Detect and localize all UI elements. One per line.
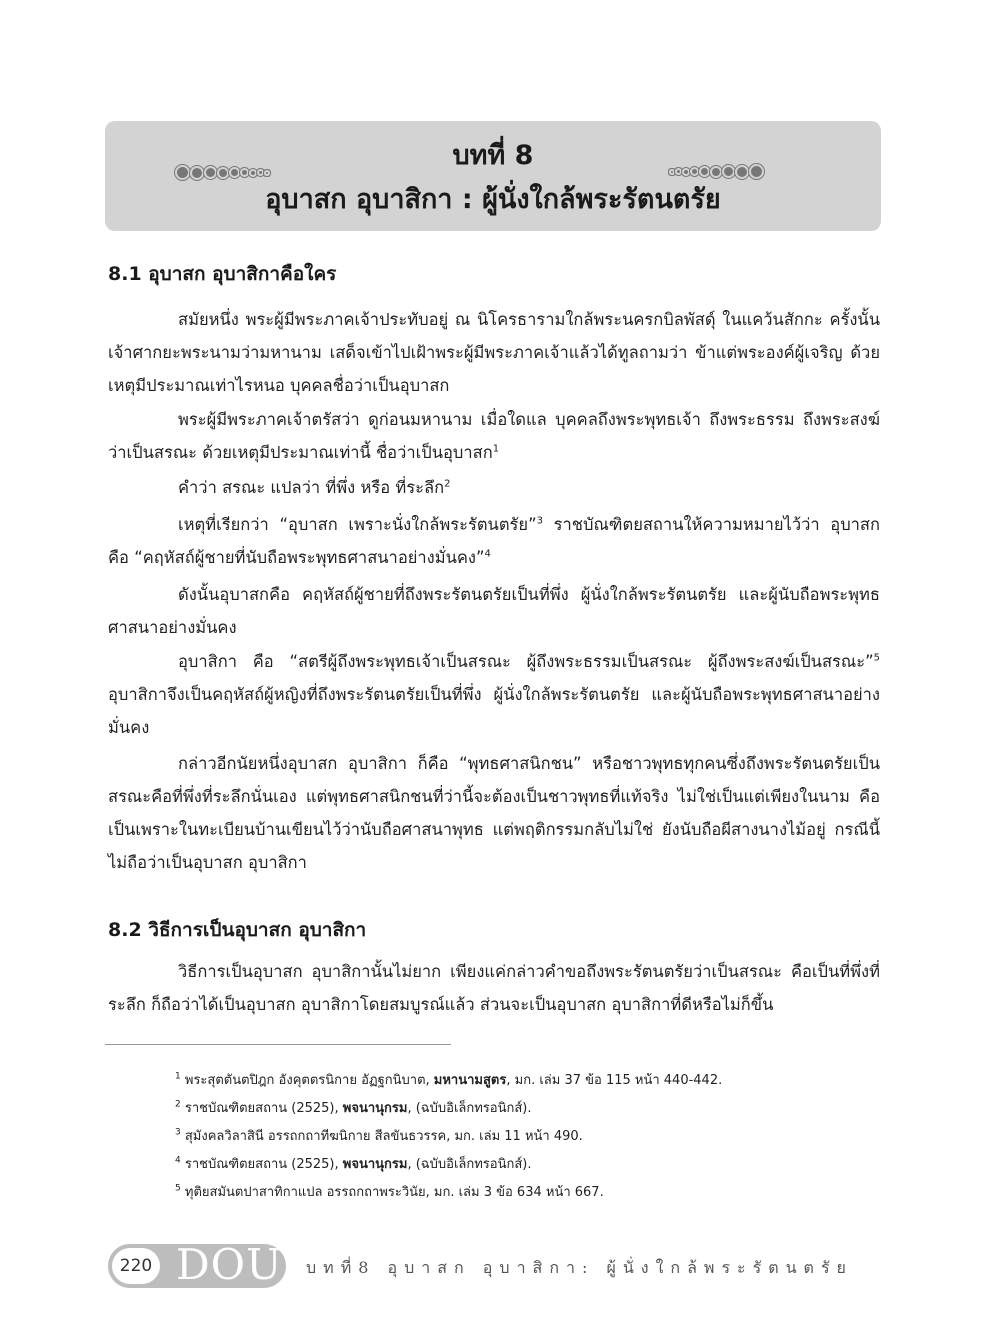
paragraph-text: ราชบัณฑิตยสถานให้ความหมายไว้ว่า อุบาสก คือ “คฤหัสถ์ผู้ชายที่นับถือพระพุทธศาสนาอย่างมั่นคง” (108, 515, 880, 567)
footnote-ref[interactable]: 1 (492, 443, 500, 455)
paragraph-2 (108, 403, 880, 469)
decorative-dots-left (177, 167, 268, 178)
footnote-ref[interactable]: 2 (444, 478, 451, 490)
paragraph-text: วิธีการเป็นอุบาสก อุบาสิกานั้นไม่ยาก เพียงแค่กล่าวคำขอถึงพระรัตนตรัยว่าเป็นสรณะ คือเป็นที่พึ่งที่ระลึก ก็ถือว่าได้เป็นอุบาสก อุบาสิกาโดยสมบูรณ์แล้ว ส่วนจะเป็นอุบาสก อุบาสิกาที่ดีหรือไม่ก็ขึ้น (108, 962, 880, 1014)
footnote-number: 1 (175, 1071, 181, 1082)
paragraph-1 (108, 303, 880, 402)
paragraph-6 (108, 645, 880, 744)
decorative-dots-right (671, 166, 762, 177)
footnote-text: , (ฉบับอิเล็กทรอนิกส์). (407, 1157, 532, 1172)
chapter-title: อุบาสก อุบาสิกา : ผู้นั่งใกล้พระรัตนตรัย (265, 184, 721, 215)
paragraph-text: พระผู้มีพระภาคเจ้าตรัสว่า ดูก่อนมหานาม เมื่อใดแล บุคคลถึงพระพุทธเจ้า ถึงพระธรรม ถึงพระสงฆ์ว่าเป็นสรณะ ด้วยเหตุมีประมาณเท่านี้ ชื่อว่าเป็นอุบาสก (108, 410, 880, 462)
paragraph-7 (108, 747, 880, 879)
footnote-text: ทุติยสมันตปาสาทิกาแปล อรรถกถาพระวินัย, มก. เล่ม 3 ข้อ 634 หน้า 667. (184, 1185, 604, 1200)
footnote-5 (175, 1181, 604, 1202)
section-heading-8-1: 8.1 อุบาสก อุบาสิกาคือใคร (108, 263, 337, 285)
paragraph-8 (108, 955, 880, 1021)
dot-icon (751, 166, 762, 177)
running-title: บทที่8 อุบาสก อุบาสิกา: ผู้นั่งใกล้พระรัตนตรัย (306, 1258, 853, 1277)
dot-icon (724, 167, 733, 176)
footnote-text: , มก. เล่ม 37 ข้อ 115 หน้า 440-442. (506, 1073, 723, 1088)
dot-icon (737, 167, 747, 177)
footnote-divider (105, 1044, 451, 1045)
paragraph-text: เหตุที่เรียกว่า “อุบาสก เพราะนั่งใกล้พระรัตนตรัย” (178, 515, 537, 534)
footnote-2 (175, 1097, 532, 1118)
paragraph-text: ดังนั้นอุบาสกคือ คฤหัสถ์ผู้ชายที่ถึงพระรัตนตรัยเป็นที่พึ่ง ผู้นั่งใกล้พระรัตนตรัย และผู้นับถือพระพุทธศาสนาอย่างมั่นคง (108, 585, 880, 637)
dot-icon (712, 168, 720, 176)
dot-icon (242, 170, 247, 175)
paragraph-5 (108, 578, 880, 644)
paragraph-text: อุบาสิกาจึงเป็นคฤหัสถ์ผู้หญิงที่ถึงพระรัตนตรัยเป็นที่พึ่ง ผู้นั่งใกล้พระรัตนตรัย และผู้นับถือพระพุทธศาสนาอย่างมั่นคง (108, 685, 880, 737)
paragraph-text: สมัยหนึ่ง พระผู้มีพระภาคเจ้าประทับอยู่ ณ นิโครธารามใกล้พระนครกบิลพัสดุ์ ในแคว้นสักกะ ครั้งนั้นเจ้าศากยะพระนามว่ามหานาม เสด็จเข้าไปเฝ้าพระผู้มีพระภาคเจ้าแล้วได้ทูลถามว่า ข้าแต่พระองค์ผู้เจริญ ด้วยเหตุมีประมาณเท่าไรหนอ บุคคลชื่อว่าเป็นอุบาสก (108, 310, 880, 395)
page-number: 220 (112, 1248, 160, 1284)
dot-icon (259, 171, 262, 174)
paragraph-3 (108, 471, 880, 504)
footnote-1 (175, 1069, 722, 1090)
dot-icon (701, 168, 708, 175)
paragraph-4 (108, 508, 880, 574)
dot-icon (231, 169, 238, 176)
dot-icon (684, 170, 688, 174)
footnote-text: ราชบัณฑิตยสถาน (2525), (184, 1157, 343, 1172)
dot-icon (692, 169, 697, 174)
dot-icon (192, 168, 202, 178)
footnote-number: 2 (175, 1099, 181, 1110)
dot-icon (206, 168, 215, 177)
dot-icon (677, 170, 680, 173)
footnote-3 (175, 1125, 583, 1146)
dot-icon (251, 171, 255, 175)
dot-icon (177, 167, 188, 178)
paragraph-text: อุบาสิกา คือ “สตรีผู้ถึงพระพุทธเจ้าเป็นสรณะ ผู้ถึงพระธรรมเป็นสรณะ ผู้ถึงพระสงฆ์เป็นสรณะ” (178, 652, 874, 671)
dot-icon (266, 172, 268, 174)
footnote-ref[interactable]: 5 (873, 652, 880, 664)
dot-icon (219, 169, 227, 177)
brand-logo: DOU (176, 1240, 283, 1289)
footnote-4 (175, 1153, 532, 1174)
footnote-text: สุมังคลวิลาสินี อรรถกถาทีฆนิกาย สีลขันธวรรค, มก. เล่ม 11 หน้า 490. (184, 1129, 583, 1144)
footnote-text: ราชบัณฑิตยสถาน (2525), (184, 1101, 343, 1116)
dot-icon (671, 171, 673, 173)
paragraph-text: กล่าวอีกนัยหนึ่งอุบาสก อุบาสิกา ก็คือ “พุทธศาสนิกชน” หรือชาวพุทธทุกคนซึ่งถึงพระรัตนตรัยเป็นสรณะคือที่พึ่งที่ระลึกนั่นเอง แต่พุทธศาสนิกชนที่ว่านี้จะต้องเป็นชาวพุทธที่แท้จริง ไม่ใช่เป็นแต่เพียงในนาม คือเป็นเพราะในทะเบียนบ้านเขียนไว้ว่านับถือศาสนาพุทธ แต่พฤติกรรมกลับไม่ใช่ ยังนับถือผีสางนางไม้อยู่ กรณีนี้ไม่ถือว่าเป็นอุบาสก อุบาสิกา (108, 754, 880, 872)
footnote-text: , (ฉบับอิเล็กทรอนิกส์). (407, 1101, 532, 1116)
footnote-title: พจนานุกรม (342, 1101, 408, 1116)
section-heading-8-2: 8.2 วิธีการเป็นอุบาสก อุบาสิกา (108, 919, 367, 941)
chapter-number: บทที่ 8 (452, 140, 534, 171)
chapter-banner (105, 121, 881, 231)
footnote-number: 3 (175, 1127, 181, 1138)
footnote-ref[interactable]: 4 (484, 548, 491, 560)
footnote-number: 5 (175, 1183, 181, 1194)
footnote-text: พระสุตตันตปิฎก อังคุตตรนิกาย อัฏฐกนิบาต, (184, 1073, 434, 1088)
footnote-ref[interactable]: 3 (536, 515, 544, 527)
footnote-title: มหานามสูตร (433, 1073, 507, 1088)
paragraph-text: คำว่า สรณะ แปลว่า ที่พึ่ง หรือ ที่ระลึก (178, 478, 445, 497)
footnote-title: พจนานุกรม (342, 1157, 408, 1172)
footnote-number: 4 (175, 1155, 181, 1166)
